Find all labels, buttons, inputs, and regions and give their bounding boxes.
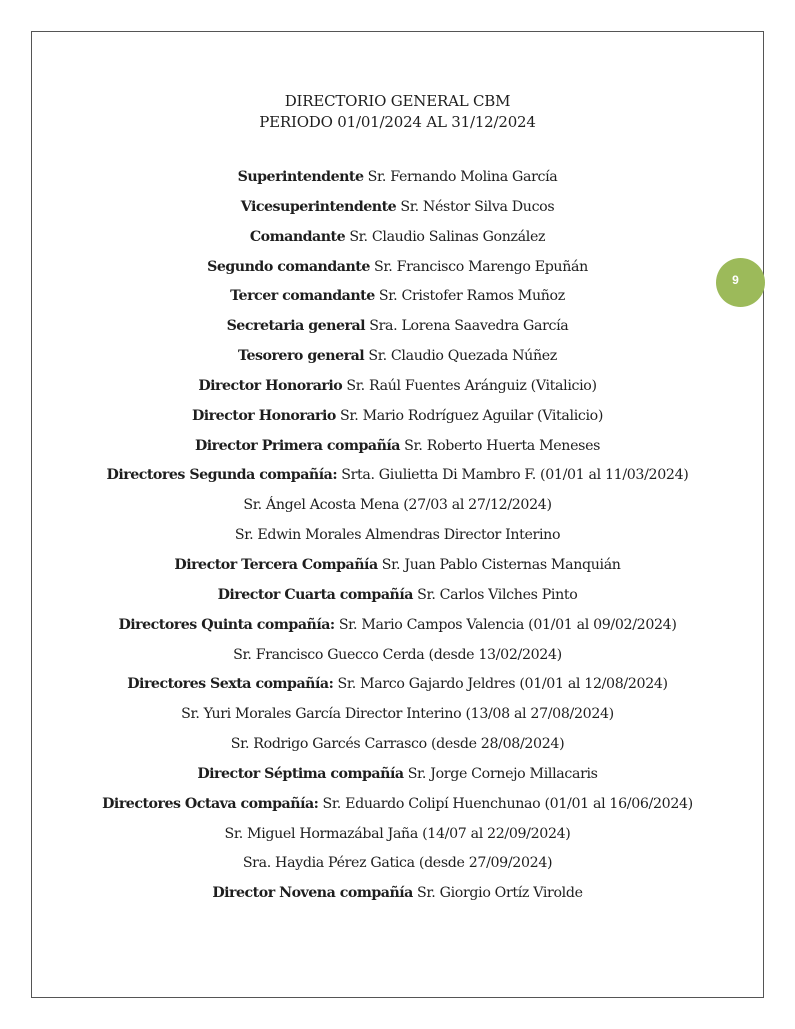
entry-role: Vicesuperintendente [240,198,397,215]
directory-entry [31,730,764,760]
entry-role: Director Séptima compañía [197,765,404,782]
directory-entry [31,342,764,372]
title-line-2: PERIODO 01/01/2024 AL 31/12/2024 [259,113,536,131]
entry-role: Segundo comandante [207,258,370,275]
page-number-badge [716,258,765,307]
entry-role: Director Honorario [198,377,343,394]
entry-role: Director Primera compañía [194,437,401,454]
entry-role: Director Cuarta compañía [217,586,413,603]
directory-entry [31,521,764,551]
directory-entry [31,432,764,462]
entry-name: Sr. Rodrigo Garcés Carrasco (desde 28/08/2024) [230,736,565,753]
entry-name: Sr. Fernando Molina García [363,169,558,185]
entry-role: Tercer comandante [230,288,375,305]
entry-role: Directores Quinta compañía: [118,616,335,633]
entry-name: Sr. Jorge Cornejo Millacaris [403,765,598,782]
entry-name: Sr. Roberto Huerta Meneses [400,437,601,454]
entry-name: Srta. Giulietta Di Mambro F. (01/01 al 11/03/2024) [337,467,689,484]
entry-name: Sr. Francisco Marengo Epuñán [369,258,588,275]
entry-role: Directores Sexta compañía: [127,676,334,693]
directory-entry [31,849,764,879]
directory-entry [31,700,764,730]
directory-entry [31,253,764,283]
directory-entry [31,670,764,700]
entry-name: Sr. Claudio Quezada Núñez [364,348,557,365]
entry-name: Sr. Miguel Hormazábal Jaña (14/07 al 22/09/2024) [224,825,571,842]
directory-entry [31,551,764,581]
entry-name: Sr. Eduardo Colipí Huenchunao (01/01 al 16/06/2024) [318,795,693,812]
directory-entry [31,820,764,850]
entry-name: Sr. Edwin Morales Almendras Director Interino [234,527,561,544]
document-title [31,91,764,133]
directory-entry [31,491,764,521]
directory-entry [31,282,764,312]
directory-entry [31,641,764,671]
entry-name: Sr. Juan Pablo Cisternas Manquián [377,556,621,573]
entry-role: Directores Octava compañía: [102,795,319,812]
entry-name: Sr. Claudio Salinas González [345,228,546,245]
directory-entry [31,402,764,432]
page-number: 9 [732,272,739,287]
entry-name: Sr. Giorgio Ortíz Virolde [412,885,583,902]
entry-name: Sr. Néstor Silva Ducos [396,198,555,215]
entry-name: Sr. Ángel Acosta Mena (27/03 al 27/12/2024) [243,497,552,514]
entry-name: Sr. Francisco Guecco Cerda (desde 13/02/2024) [233,646,562,663]
directory-entry [31,163,764,193]
entry-name: Sr. Mario Rodríguez Aguilar (Vitalicio) [335,407,604,424]
directory-list [31,163,764,909]
entry-name: Sr. Marco Gajardo Jeldres (01/01 al 12/08/2024) [333,676,668,693]
directory-entry [31,790,764,820]
entry-role: Directores Segunda compañía: [106,467,338,484]
entry-name: Sra. Lorena Saavedra García [365,318,569,335]
entry-role: Director Novena compañía [212,885,413,902]
entry-role: Secretaria general [226,318,366,335]
entry-role: Tesorero general [238,348,365,365]
entry-role: Comandante [249,228,346,245]
directory-entry [31,879,764,909]
directory-entry [31,312,764,342]
entry-role: Superintendente [237,169,364,185]
entry-name: Sr. Cristofer Ramos Muñoz [374,288,565,305]
directory-entry [31,223,764,253]
entry-name: Sr. Raúl Fuentes Aránguiz (Vitalicio) [342,377,597,394]
directory-entry [31,372,764,402]
entry-name: Sr. Mario Campos Valencia (01/01 al 09/02/2024) [334,616,677,633]
entry-name: Sr. Carlos Vilches Pinto [412,586,578,603]
directory-entry [31,760,764,790]
entry-role: Director Tercera Compañía [174,556,378,573]
directory-entry [31,193,764,223]
directory-entry [31,461,764,491]
entry-name: Sra. Haydia Pérez Gatica (desde 27/09/2024) [242,855,553,872]
title-line-1: DIRECTORIO GENERAL CBM [284,92,511,110]
entry-name: Sr. Yuri Morales García Director Interino (13/08 al 27/08/2024) [181,706,614,723]
entry-role: Director Honorario [191,407,336,424]
directory-entry [31,611,764,641]
directory-entry [31,581,764,611]
